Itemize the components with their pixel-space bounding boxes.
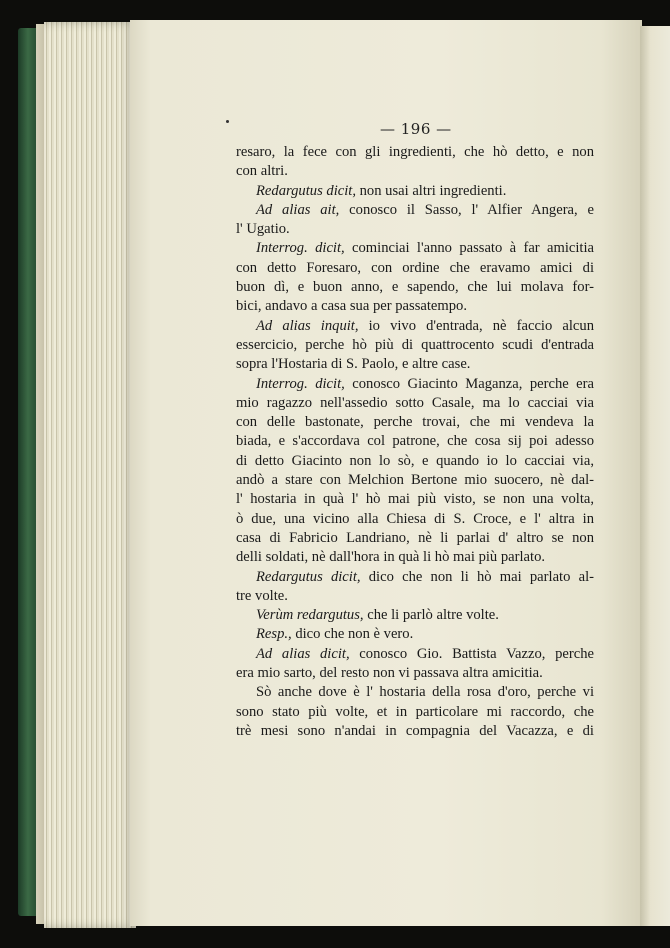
page-text: [236, 143, 594, 741]
text-line: [236, 220, 594, 239]
text-line: [236, 529, 594, 548]
italic-phrase: Redargutus dicit,: [256, 182, 356, 199]
text-line: [236, 490, 594, 509]
text-run: resaro, la fece con gli ingredienti, che hò detto, e non: [236, 144, 594, 160]
text-run: con detto Foresaro, con ordine che eravamo amici di: [236, 259, 594, 276]
text-run: dico che non li hò mai parlato al-: [360, 568, 594, 585]
text-line: [236, 259, 594, 278]
text-line: [236, 278, 594, 297]
italic-phrase: Resp.,: [256, 626, 292, 643]
text-run: con delle bastonate, perche trovai, che mi vendeva la: [236, 414, 594, 431]
text-run: casa di Fabricio Landriano, nè li parlai d' altro se non: [236, 529, 594, 546]
text-run: ò due, una vicino alla Chiesa di S. Croce, e l' altra in: [236, 510, 594, 527]
text-run: trè mesi sono n'andai in compagnia del Vacazza, e di: [236, 722, 594, 739]
text-run: l' Ugatio.: [236, 221, 290, 238]
text-run: sono stato più volte, et in particolare mi raccordo, che: [236, 703, 594, 720]
text-run: che li parlò altre volte.: [363, 607, 499, 624]
italic-phrase: Interrog. dicit,: [256, 240, 345, 257]
text-line: [236, 625, 594, 644]
text-line: [236, 606, 594, 625]
text-line: [236, 355, 594, 374]
page-number: — 196 —: [380, 120, 452, 138]
text-line: [236, 683, 594, 702]
text-line: [236, 375, 594, 394]
italic-phrase: Ad alias ait,: [256, 201, 340, 218]
text-line: [236, 471, 594, 490]
text-run: con altri.: [236, 163, 288, 180]
ink-speck: [226, 120, 229, 123]
text-line: [236, 201, 594, 220]
text-run: io vivo d'entrada, nè faccio alcun: [358, 317, 594, 334]
text-line: [236, 722, 594, 741]
italic-phrase: Interrog. dicit,: [256, 375, 345, 392]
text-line: [236, 432, 594, 451]
text-run: bici, andavo a casa sua per passatempo.: [236, 298, 467, 315]
text-run: dico che non è vero.: [291, 626, 414, 643]
text-run: non usai altri ingredienti.: [355, 182, 507, 199]
text-run: mio ragazzo nell'assedio sotto Casale, ma lo cacciai via: [236, 394, 594, 411]
text-run: sopra l'Hostaria di S. Paolo, e altre case.: [236, 356, 471, 373]
facing-page-edge: [640, 26, 670, 926]
page-stack-edges: [44, 22, 136, 928]
text-line: [236, 162, 594, 181]
text-run: era mio sarto, del resto non vi passava altra amicitia.: [236, 665, 543, 682]
text-run: l' hostaria in quà l' hò mai più visto, se non una volta,: [236, 491, 594, 508]
italic-phrase: Ad alias dicit,: [256, 645, 350, 662]
text-line: [236, 297, 594, 316]
text-run: buon dì, e buon anno, e sapendo, che lui molava for-: [236, 279, 594, 296]
text-line: [236, 452, 594, 471]
text-line: [236, 143, 594, 162]
text-run: conosco Giacinto Maganza, perche era: [344, 375, 594, 392]
text-run: conosco Gio. Battista Vazzo, perche: [349, 645, 594, 662]
italic-phrase: Redargutus dicit,: [256, 568, 361, 585]
text-run: delli soldati, nè dall'hora in quà li hò mai più parlato.: [236, 549, 546, 566]
text-line: [236, 587, 594, 606]
italic-phrase: Ad alias inquit,: [256, 317, 359, 334]
text-line: [236, 317, 594, 336]
text-line: [236, 703, 594, 722]
text-line: [236, 182, 594, 201]
text-line: [236, 645, 594, 664]
text-run: essercicio, perche hò più di quattrocento scudi d'entrada: [236, 336, 594, 353]
text-line: [236, 394, 594, 413]
text-line: [236, 664, 594, 683]
text-run: conosco il Sasso, l' Alfier Angera, e: [339, 201, 594, 218]
text-line: [236, 548, 594, 567]
text-run: tre volte.: [236, 587, 288, 604]
text-line: [236, 239, 594, 258]
text-line: [236, 568, 594, 587]
text-run: Sò anche dove è l' hostaria della rosa d'oro, perche vi: [256, 684, 594, 701]
text-line: [236, 510, 594, 529]
text-run: di detto Giacinto non lo sò, e quando io lo cacciai via,: [236, 452, 594, 469]
italic-phrase: Verùm redargutus,: [256, 607, 364, 624]
text-line: [236, 413, 594, 432]
text-run: biada, e s'accordava col patrone, che cosa sij poi adesso: [236, 433, 594, 450]
text-run: andò a stare con Melchion Bertone mio suocero, nè dal-: [236, 472, 594, 489]
text-run: cominciai l'anno passato à far amicitia: [344, 240, 595, 257]
text-line: [236, 336, 594, 355]
